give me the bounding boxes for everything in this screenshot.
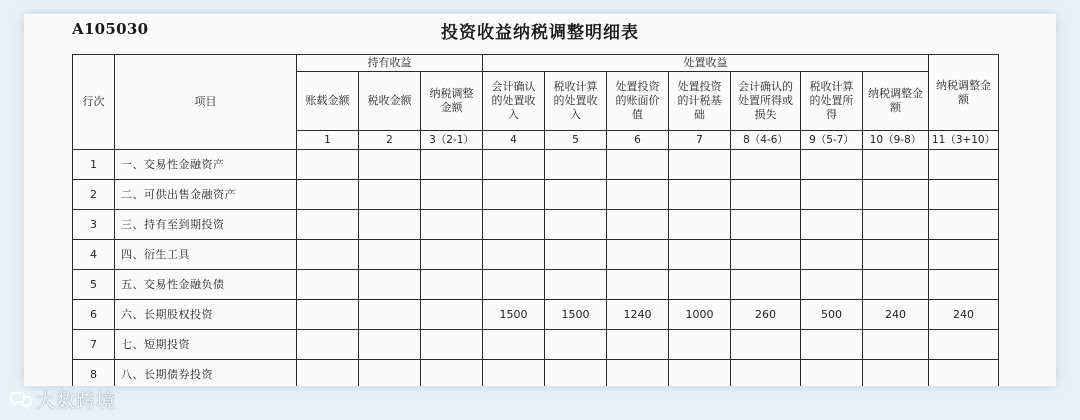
row-number: 3 [73, 210, 115, 240]
table-cell [801, 180, 863, 210]
table-cell [731, 180, 801, 210]
row-number: 6 [73, 300, 115, 330]
watermark-text: 大数跨境 [36, 390, 117, 412]
table-cell [359, 240, 421, 270]
row-item-label: 一、交易性金融资产 [115, 150, 297, 180]
form-code: A105030 [72, 20, 149, 38]
table-cell [359, 270, 421, 300]
table-cell [669, 210, 731, 240]
column-header: 处置投资的计税基础 [669, 72, 731, 131]
row-number: 8 [73, 360, 115, 387]
table-cell [421, 300, 483, 330]
table-cell [483, 330, 545, 360]
column-header: 纳税调整金额 [863, 72, 929, 131]
table-cell [483, 180, 545, 210]
header-row-no: 行次 [73, 55, 115, 150]
table-cell [359, 180, 421, 210]
table-cell [607, 270, 669, 300]
table-cell [863, 330, 929, 360]
row-item-label: 五、交易性金融负债 [115, 270, 297, 300]
table-cell [545, 210, 607, 240]
table-cell [545, 180, 607, 210]
table-cell [421, 360, 483, 387]
column-number: 1 [297, 131, 359, 150]
table-cell [607, 330, 669, 360]
table-cell [669, 330, 731, 360]
table-row [73, 270, 999, 300]
table-cell [483, 270, 545, 300]
table-cell [929, 210, 999, 240]
column-number: 8（4-6） [731, 131, 801, 150]
table-row [73, 300, 999, 330]
column-number: 2 [359, 131, 421, 150]
row-number: 4 [73, 240, 115, 270]
table-cell [929, 330, 999, 360]
header-total-adjustment: 纳税调整金额 [929, 55, 999, 131]
column-header: 税收金额 [359, 72, 421, 131]
table-cell [483, 210, 545, 240]
table-cell [545, 330, 607, 360]
table-cell [297, 210, 359, 240]
column-number: 4 [483, 131, 545, 150]
table-cell [421, 270, 483, 300]
table-cell [607, 180, 669, 210]
table-cell [669, 270, 731, 300]
table-row [73, 150, 999, 180]
column-header: 会计确认的处置所得或损失 [731, 72, 801, 131]
table-cell [607, 210, 669, 240]
table-cell [731, 270, 801, 300]
adjustment-table [72, 54, 999, 386]
table-cell [929, 240, 999, 270]
table-cell [863, 150, 929, 180]
table-cell [929, 360, 999, 387]
table-cell [607, 150, 669, 180]
table-cell: 240 [863, 300, 929, 330]
table-cell [483, 150, 545, 180]
table-cell: 500 [801, 300, 863, 330]
table-row [73, 210, 999, 240]
column-header: 处置投资的账面价值 [607, 72, 669, 131]
table-cell [483, 240, 545, 270]
table-cell: 1500 [545, 300, 607, 330]
table-cell [863, 210, 929, 240]
table-cell [421, 330, 483, 360]
table-cell [607, 360, 669, 387]
row-number: 5 [73, 270, 115, 300]
row-number: 1 [73, 150, 115, 180]
table-cell [669, 360, 731, 387]
header-item: 项目 [115, 55, 297, 150]
table-cell [863, 180, 929, 210]
table-cell [863, 360, 929, 387]
row-item-label: 八、长期债券投资 [115, 360, 297, 387]
table-cell: 1240 [607, 300, 669, 330]
column-header: 税收计算的处置收入 [545, 72, 607, 131]
table-cell [929, 270, 999, 300]
table-cell [929, 180, 999, 210]
column-number: 10（9-8） [863, 131, 929, 150]
table-cell [421, 240, 483, 270]
table-cell [669, 180, 731, 210]
row-item-label: 六、长期股权投资 [115, 300, 297, 330]
form-title: 投资收益纳税调整明细表 [441, 23, 639, 43]
table-cell: 1000 [669, 300, 731, 330]
column-number: 5 [545, 131, 607, 150]
table-cell [731, 150, 801, 180]
table-cell [669, 150, 731, 180]
table-cell [421, 180, 483, 210]
column-number: 9（5-7） [801, 131, 863, 150]
table-cell [297, 270, 359, 300]
row-item-label: 四、衍生工具 [115, 240, 297, 270]
table-cell [731, 360, 801, 387]
table-cell [545, 240, 607, 270]
column-number: 11（3+10） [929, 131, 999, 150]
group-disposal-income: 处置收益 [483, 55, 929, 72]
table-row [73, 330, 999, 360]
table-cell [297, 360, 359, 387]
column-header: 税收计算的处置所得 [801, 72, 863, 131]
row-item-label: 三、持有至到期投资 [115, 210, 297, 240]
table-cell [297, 240, 359, 270]
table-cell [359, 210, 421, 240]
table-cell [607, 240, 669, 270]
table-cell [297, 330, 359, 360]
row-item-label: 七、短期投资 [115, 330, 297, 360]
table-cell [863, 240, 929, 270]
table-cell [297, 180, 359, 210]
table-cell [669, 240, 731, 270]
table-cell: 260 [731, 300, 801, 330]
table-cell [731, 240, 801, 270]
column-header: 账载金额 [297, 72, 359, 131]
table-cell [731, 210, 801, 240]
column-number: 3（2-1） [421, 131, 483, 150]
table-cell [359, 150, 421, 180]
row-number: 2 [73, 180, 115, 210]
table-cell [545, 360, 607, 387]
group-holding-income: 持有收益 [297, 55, 483, 72]
table-cell [801, 150, 863, 180]
table-cell [863, 270, 929, 300]
column-number: 7 [669, 131, 731, 150]
table-cell [801, 210, 863, 240]
chat-bubbles-logo-icon [10, 391, 32, 409]
table-cell [421, 210, 483, 240]
form-sheet [24, 14, 1056, 386]
column-number: 6 [607, 131, 669, 150]
table-cell [929, 150, 999, 180]
table-cell [483, 360, 545, 387]
table-row [73, 240, 999, 270]
table-cell [545, 270, 607, 300]
table-cell [545, 150, 607, 180]
table-cell [359, 360, 421, 387]
row-item-label: 二、可供出售金融资产 [115, 180, 297, 210]
column-header: 纳税调整金额 [421, 72, 483, 131]
table-cell: 1500 [483, 300, 545, 330]
column-header: 会计确认的处置收入 [483, 72, 545, 131]
table-cell [801, 330, 863, 360]
table-cell [801, 270, 863, 300]
table-cell [801, 360, 863, 387]
table-row [73, 360, 999, 387]
table-cell [297, 150, 359, 180]
table-cell [801, 240, 863, 270]
table-row [73, 180, 999, 210]
table-cell [359, 330, 421, 360]
watermark-brand [10, 386, 116, 413]
row-number: 7 [73, 330, 115, 360]
table-cell [359, 300, 421, 330]
table-cell [421, 150, 483, 180]
table-cell: 240 [929, 300, 999, 330]
table-cell [731, 330, 801, 360]
table-cell [297, 300, 359, 330]
